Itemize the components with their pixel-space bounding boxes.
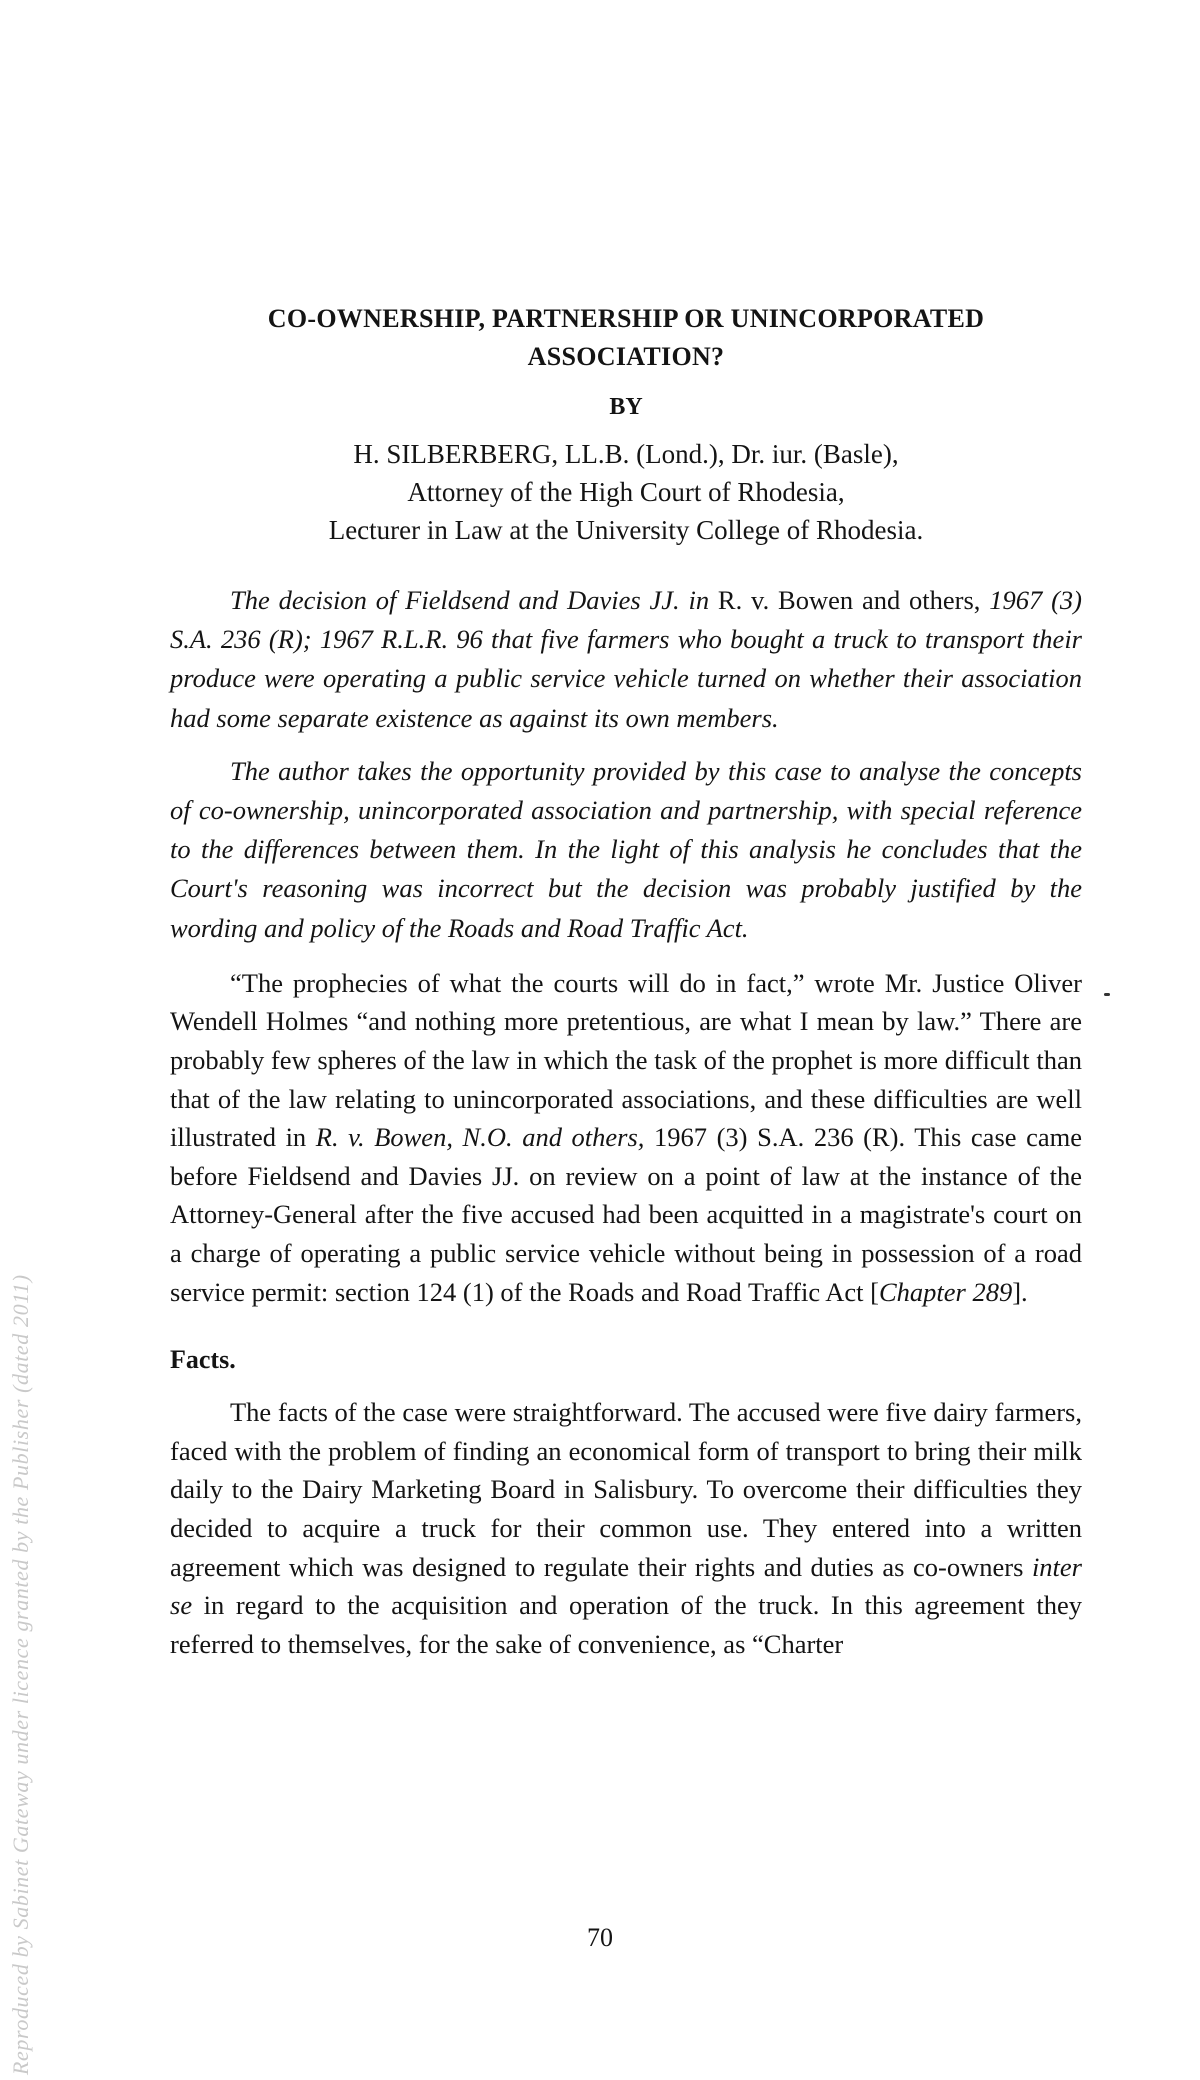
title-line-2: ASSOCIATION?	[527, 342, 725, 371]
author-position: Attorney of the High Court of Rhodesia,	[407, 477, 845, 507]
abstract-paragraph-1	[170, 581, 1082, 738]
body-paragraph-2	[170, 1393, 1082, 1663]
page-number: 70	[587, 1923, 613, 1952]
article-page	[170, 300, 1082, 1663]
author-name: H. SILBERBERG, LL.B. (Lond.), Dr. iur. (Basle),	[353, 439, 899, 469]
abstract-text-1a: The decision of Fieldsend and Davies JJ. in	[230, 585, 718, 615]
title-line-1: CO-OWNERSHIP, PARTNERSHIP OR UNINCORPORATED	[267, 304, 985, 333]
body-text-1b: 1967 (3) S.A. 236 (R). This case came before Fieldsend and Davies JJ. on review on a point of law at the instance of the Attorney-General after the five accused had been acquitted in a magistrate's court on a charge of operating a public service vehicle without being in possession of a road service permit: section 124 (1) of the Roads and Road Traffic Act [	[170, 1122, 1083, 1307]
stray-mark	[1104, 993, 1110, 996]
body-text-1c: ].	[1012, 1276, 1028, 1307]
abstract-text-1b: 1967 (3) S.A. 236 (R); 1967 R.L.R. 96 that five farmers who bought a truck to transport their produce were operating a public service vehicle turned on whether their association had some separate existence as against its own members.	[170, 585, 1082, 733]
author-block	[170, 435, 1082, 549]
inter-se-term: inter se	[170, 1551, 1082, 1621]
case-citation: R. v. Bowen, N.O. and others,	[315, 1122, 645, 1153]
abstract-paragraph-2: The author takes the opportunity provided by this case to analyse the concepts of co-ownership, unincorporated association and partnership, with special reference to the differences between them. In the light of this analysis he concludes that the Court's reasoning was incorrect but the decision was probably justified by the wording and policy of the Roads and Road Traffic Act.	[170, 755, 1082, 943]
byline: BY	[609, 394, 643, 420]
section-heading-facts: Facts.	[170, 1345, 236, 1375]
publisher-watermark: Reproduced by Sabinet Gateway under licence granted by the Publisher (dated 2011)	[8, 1274, 33, 2075]
author-affiliation: Lecturer in Law at the University College of Rhodesia.	[328, 515, 924, 545]
body-text-2b: in regard to the acquisition and operation of the truck. In this agreement they referred to themselves, for the sake of convenience, as “Charter	[170, 1590, 1082, 1659]
body-text-1a: “The prophecies of what the courts will do in fact,” wrote Mr. Justice Oliver Wendell Holmes “and nothing more pretentious, are what I mean by law.” There are probably few spheres of the law in which the task of the prophet is more difficult than that of the law relating to unincorporated associations, and these difficulties are well illustrated in	[170, 967, 1082, 1153]
chapter-reference: Chapter 289	[878, 1276, 1013, 1307]
body-text-2a: The facts of the case were straightforward. The accused were five dairy farmers, faced with the problem of finding an economical form of transport to bring their milk daily to the Dairy Marketing Board in Salisbury. To overcome their difficulties they decided to acquire a truck for their common use. They entered into a written agreement which was designed to regulate their rights and duties as co-owners	[170, 1397, 1082, 1582]
abstract-case-name: R. v. Bowen and others,	[717, 585, 981, 615]
body-paragraph-1	[170, 964, 1082, 1311]
article-title	[170, 300, 1082, 376]
